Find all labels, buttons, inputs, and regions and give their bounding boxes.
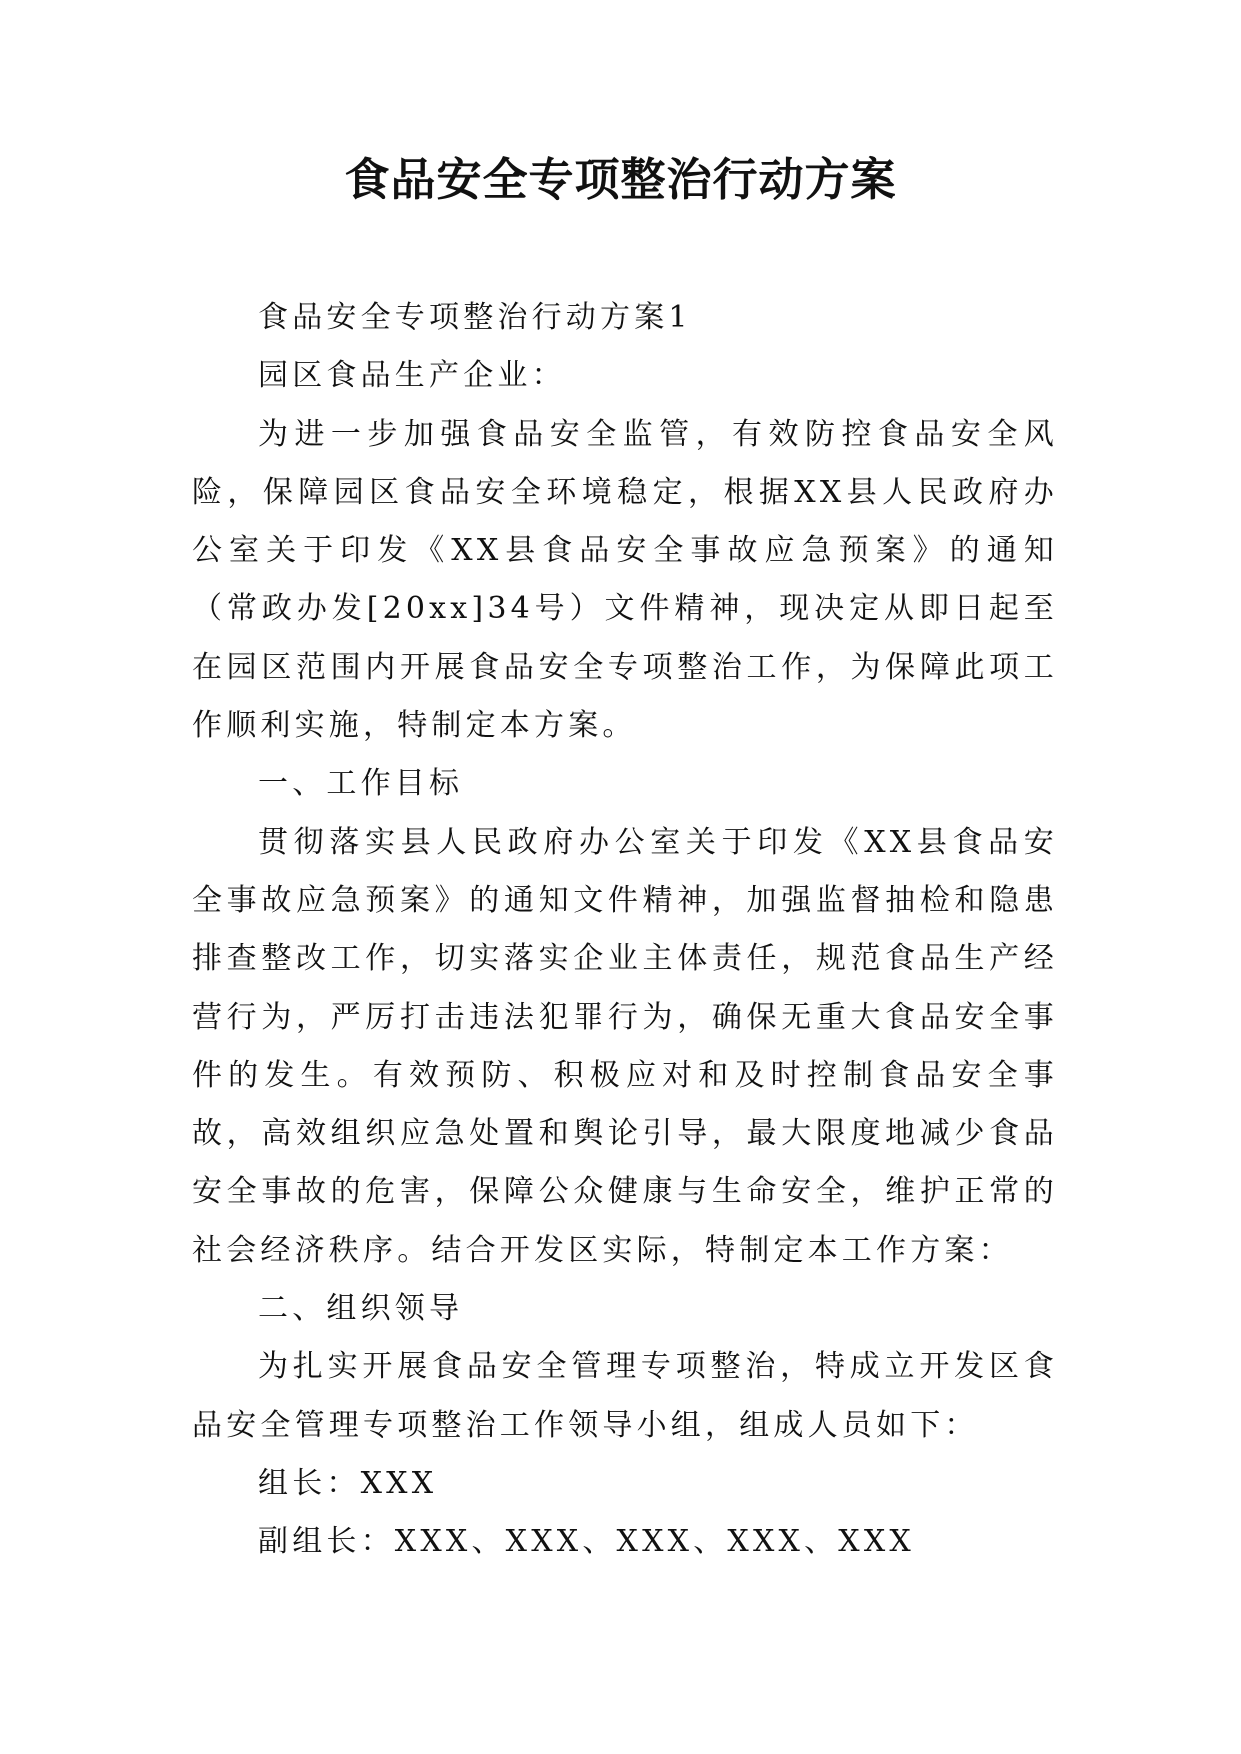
document-body xyxy=(192,289,1058,1572)
paragraph-leadership: 为扎实开展食品安全管理专项整治，特成立开发区食品安全管理专项整治工作领导小组，组成人员如下： xyxy=(192,1349,1058,1443)
paragraph-salutation: 园区食品生产企业： xyxy=(258,358,566,394)
paragraph-goals: 贯彻落实县人民政府办公室关于印发《XX县食品安全事故应急预案》的通知文件精神，加强监督抽检和隐患排查整改工作，切实落实企业主体责任，规范食品生产经营行为，严厉打击违法犯罪行为，确保无重大食品安全事件的发生。有效预防、积极应对和及时控制食品安全事故，高效组织应急处置和舆论引导，最大限度地减少食品安全事故的危害，保障公众健康与生命安全，维护正常的社会经济秩序。结合开发区实际，特制定本工作方案： xyxy=(192,824,1058,1268)
section-heading-goals: 一、工作目标 xyxy=(258,766,464,802)
document-title: 食品安全专项整治行动方案 xyxy=(344,153,897,206)
paragraph-group-leader: 组长：XXX xyxy=(258,1465,438,1501)
paragraph-subtitle: 食品安全专项整治行动方案1 xyxy=(258,300,692,335)
section-heading-leadership: 二、组织领导 xyxy=(258,1291,464,1327)
paragraph-deputy-leaders: 副组长：XXX、XXX、XXX、XXX、XXX xyxy=(258,1524,915,1560)
paragraph-intro: 为进一步加强食品安全监管，有效防控食品安全风险，保障园区食品安全环境稳定，根据XX县人民政府办公室关于印发《XX县食品安全事故应急预案》的通知（常政办发[20xx]34号）文件精神，现决定从即日起至在园区范围内开展食品安全专项整治工作，为保障此项工作顺利实施，特制定本方案。 xyxy=(192,416,1058,744)
